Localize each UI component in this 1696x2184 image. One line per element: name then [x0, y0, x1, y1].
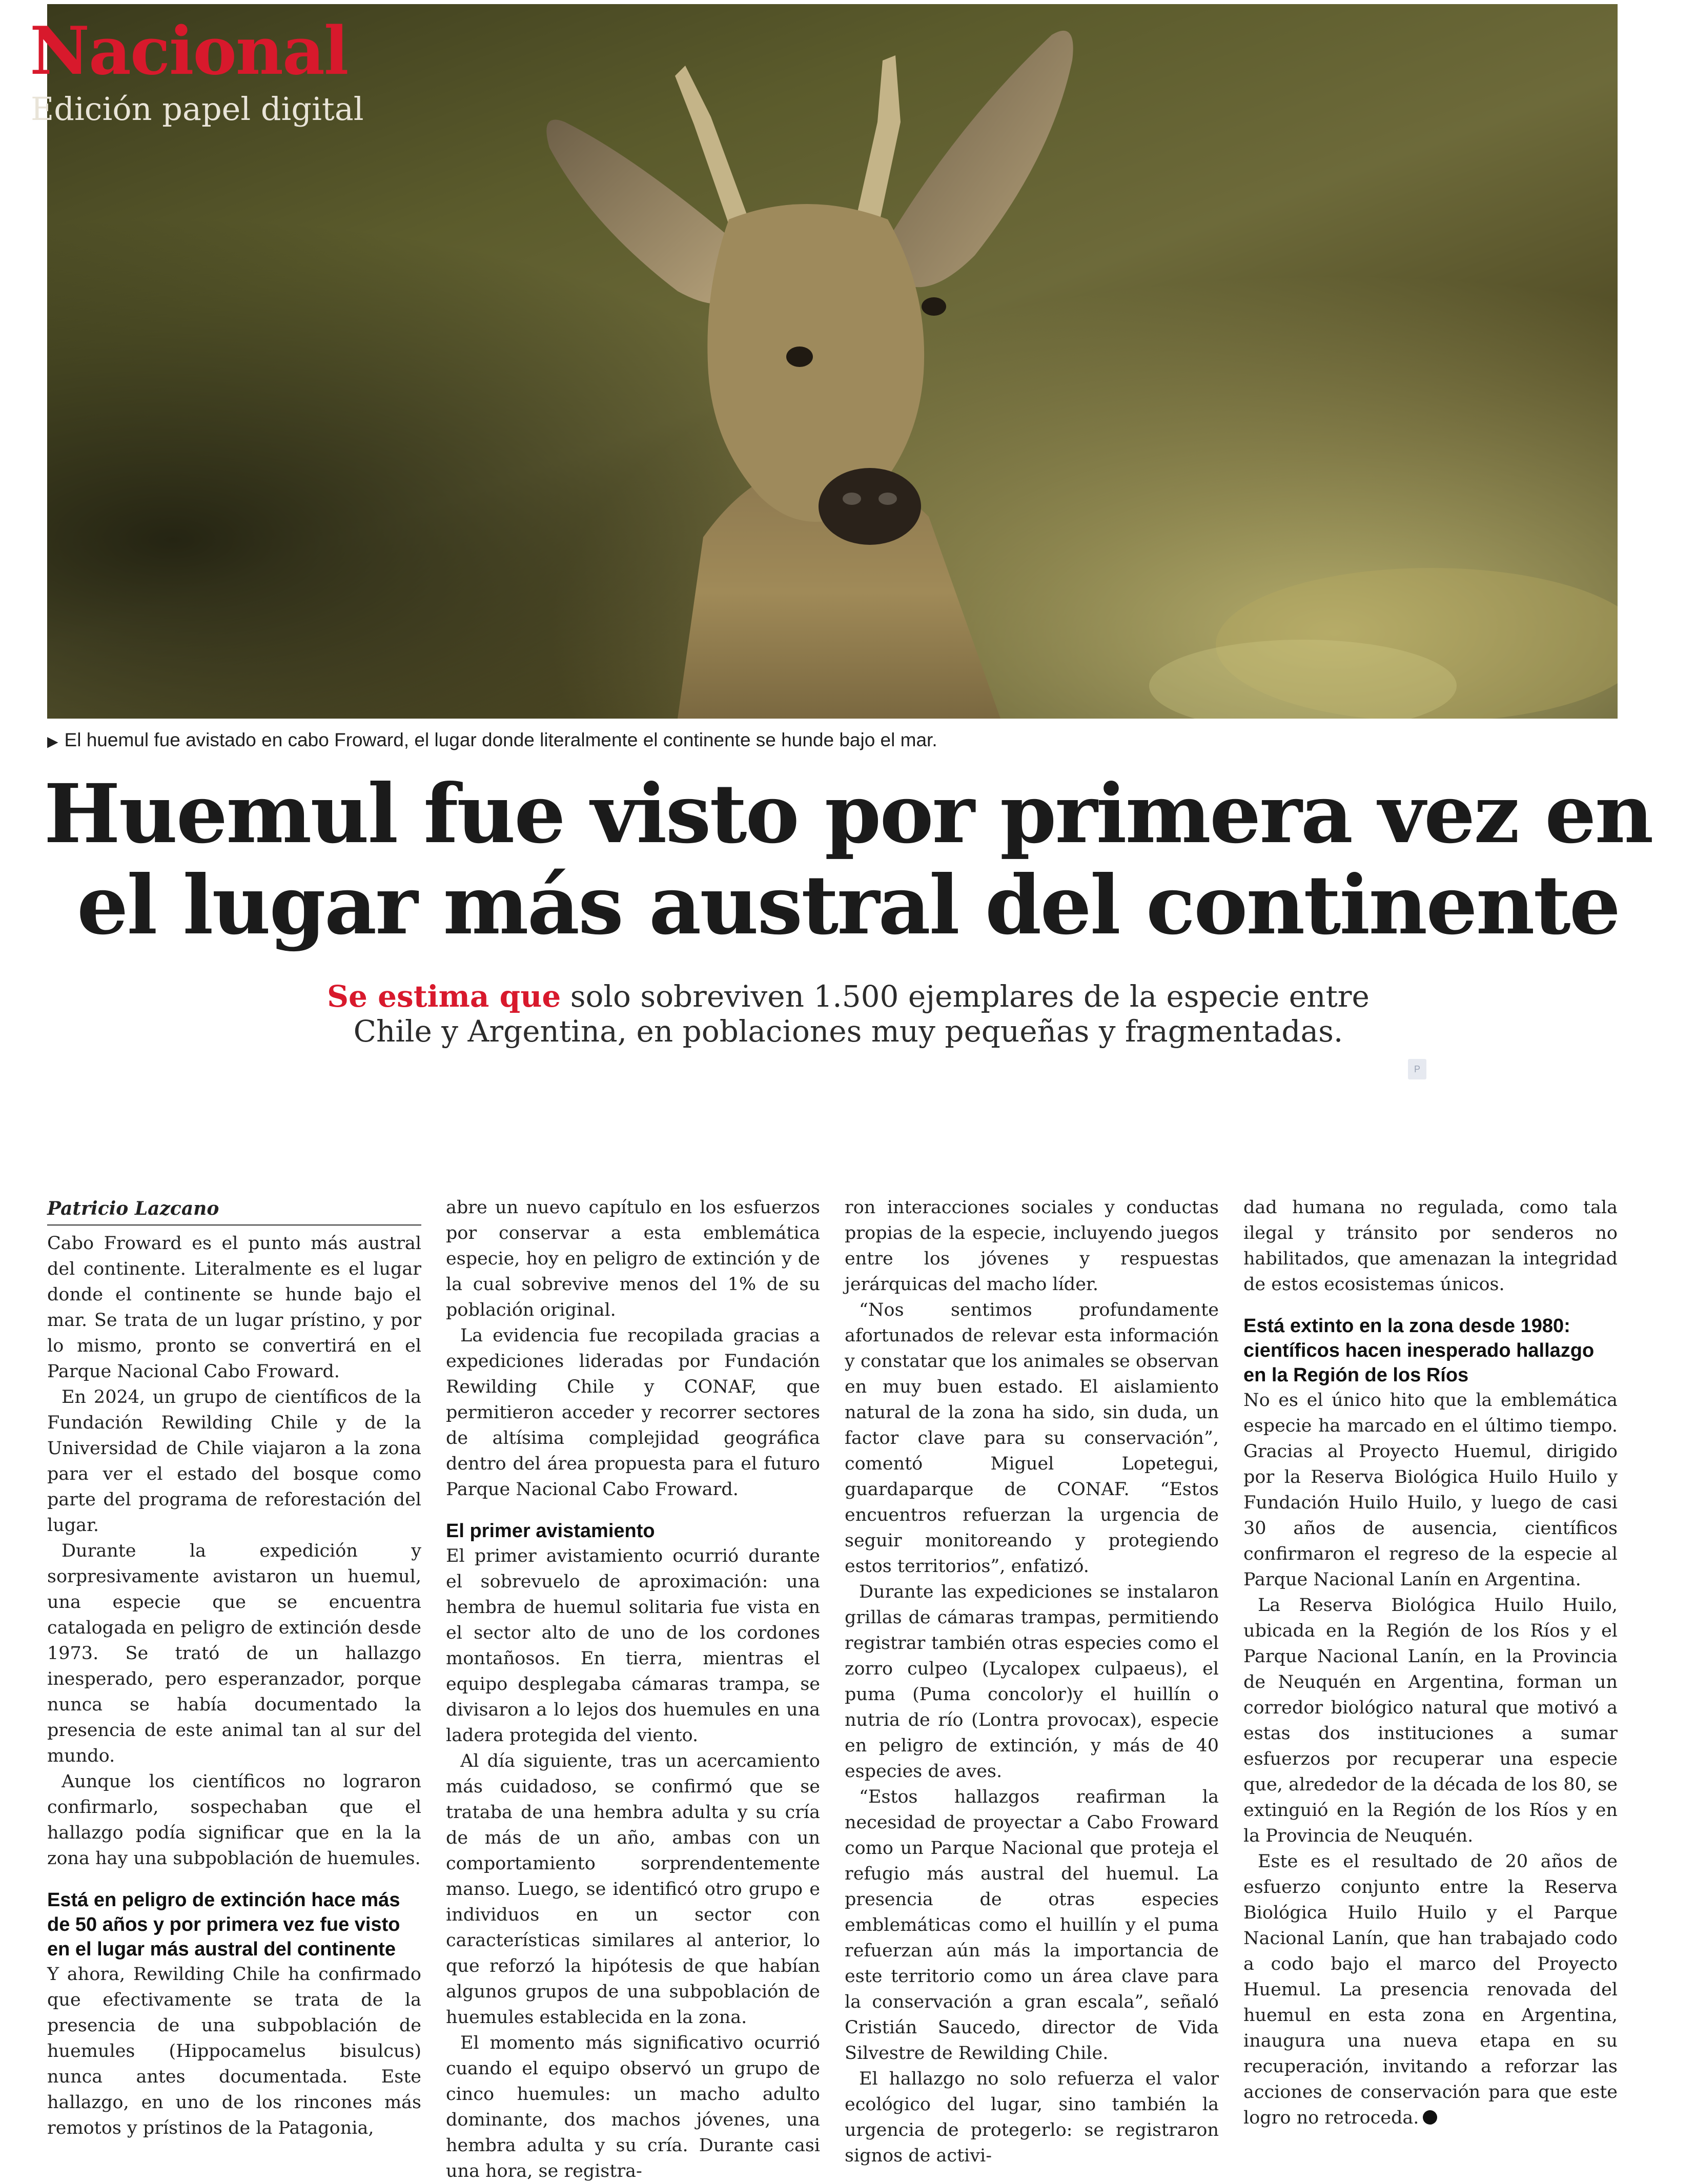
column-1 — [47, 1195, 421, 2141]
lead-line-1: solo sobreviven 1.500 ejemplares de la especie entre — [570, 979, 1370, 1014]
closing-text: Este es el resultado de 20 años de esfuerzo conjunto entre la Reserva Biológica Huilo Huilo y el Parque Nacional Lanín, que han trabajado codo a codo bajo el marco del Proyecto Huemul. La presencia renovada del huemul en esta zona en Argentina, inaugura una nueva etapa en su recuperación, invitando a reforzar las acciones de conservación para que este logro no retroceda. — [1243, 1851, 1618, 2128]
paragraph: Cabo Froward es el punto más austral del continente. Literalmente es el lugar donde el continente se hunde bajo el mar. Se trata de un lugar prístino, y por lo mismo, pronto se convertirá en el Parque Nacional Cabo Froward. — [47, 1233, 421, 1382]
paragraph: ron interacciones sociales y conductas propias de la especie, incluyendo juegos entre los jóvenes y respuestas jerárquicas del macho líder. — [845, 1197, 1219, 1295]
subheading: Está en peligro de extinción hace más de 50 años y por primera vez fue visto en el lugar más austral del continente — [47, 1889, 400, 1960]
byline: Patricio Lazcano — [47, 1195, 421, 1226]
paragraph — [1243, 1849, 1618, 2131]
paragraph: dad humana no regulada, como tala ilegal y tránsito por senderos no habilitados, que amenazan la integridad de estos ecosistemas únicos. — [1243, 1197, 1618, 1295]
paragraph: No es el único hito que la emblemática especie ha marcado en el último tiempo. Gracias al Proyecto Huemul, dirigido por la Reserva Biológica Huilo Huilo y Fundación Huilo Huilo, y luego de casi 30 años de ausencia, científicos confirmaron el regreso de la especie al Parque Nacional Lanín en Argentina. — [1243, 1390, 1618, 1590]
headline-line-1: Huemul fue visto por primera vez en — [44, 767, 1652, 862]
paragraph: Al día siguiente, tras un acercamiento más cuidadoso, se confirmó que se trataba de una hembra adulta y su cría de más de un año, ambas con un comportamiento sorprendentemente manso. Luego, se identificó otro grupo e individuos en un sector con características similares al anterior, lo que reforzó la hipótesis de que habían algunos grupos de una subpoblación de huemules establecida en la zona. — [446, 1751, 820, 2028]
edition-label: Edición papel digital — [31, 90, 364, 128]
column-3 — [845, 1195, 1219, 2169]
paragraph: “Nos sentimos profundamente afortunados de relevar esta información y constatar que los animales se observan en muy buen estado. El aislamiento natural de la zona ha sido, sin duda, un factor clave para su conservación”, comentó Miguel Lopetegui, guardaparque de CONAF. “Estos encuentros refuerzan la urgencia de seguir monitoreando y protegiendo estos territorios”, enfatizó. — [845, 1300, 1219, 1577]
subheading: El primer avistamiento — [446, 1520, 655, 1542]
paragraph: Aunque los científicos no lograron confirmarlo, sospechaban que el hallazgo podía significar que en la la zona hay una subpoblación de huemules. — [47, 1771, 421, 1869]
paragraph: En 2024, un grupo de científicos de la Fundación Rewilding Chile y de la Universidad de Chile viajaron a la zona para ver el estado del bosque como parte del programa de reforestación del lugar. — [47, 1387, 421, 1536]
section-title: Nacional — [30, 13, 348, 90]
paragraph: abre un nuevo capítulo en los esfuerzos por conservar a esta emblemática especie, hoy en peligro de extinción y de la cual sobrevive menos del 1% de su población original. — [446, 1197, 820, 1320]
caption-arrow-icon: ▶ — [47, 733, 58, 749]
page-marker-icon[interactable]: P — [1408, 1059, 1426, 1079]
subheading: Está extinto en la zona desde 1980: científicos hacen inesperado hallazgo en la Región de los Ríos — [1243, 1315, 1595, 1386]
lead-kicker: Se estima que — [327, 979, 561, 1014]
lead — [308, 979, 1389, 1049]
lead-line-2: Chile y Argentina, en poblaciones muy pequeñas y fragmentadas. — [353, 1014, 1343, 1049]
paragraph: La evidencia fue recopilada gracias a expediciones lideradas por Fundación Rewilding Chile y CONAF, que permitieron acceder y recorrer sectores de altísima complejidad geográfica dentro del área propuesta para el futuro Parque Nacional Cabo Froward. — [446, 1325, 820, 1500]
paragraph: “Estos hallazgos reafirman la necesidad de proyectar a Cabo Froward como un Parque Nacional que proteja el refugio más austral del huemul. La presencia de otras especies emblemáticas como el huillín y el puma refuerzan aún más la importancia de este territorio como un área clave para la conservación a gran escala”, señaló Cristián Saucedo, director de Vida Silvestre de Rewilding Chile. — [845, 1787, 1219, 2064]
paragraph: Y ahora, Rewilding Chile ha confirmado que efectivamente se trata de la presencia de una subpoblación de huemules (Hippocamelus bisulcus) nunca antes documentada. Este hallazgo, en uno de los rincones más remotos y prístinos de la Patagonia, — [47, 1964, 421, 2138]
headline-line-2: el lugar más austral del continente — [76, 858, 1620, 953]
photo-caption — [47, 725, 1618, 757]
paragraph: Durante las expediciones se instalaron grillas de cámaras trampas, permitiendo registrar también otras especies como el zorro culpeo (Lycalopex culpaeus), el puma (Puma concolor)y el huillín o nutria de río (Lontra provocax), especie en peligro de extinción, y más de 40 especies de aves. — [845, 1582, 1219, 1782]
headline — [0, 769, 1696, 951]
paragraph: El primer avistamiento ocurrió durante el sobrevuelo de aproximación: una hembra de huemul solitaria fue vista en el sector alto de uno de los cordones montañosos. En tierra, mientras el equipo desplegaba cámaras trampa, se divisaron a lo lejos dos huemules en una ladera protegida del viento. — [446, 1546, 820, 1746]
column-2 — [446, 1195, 820, 2184]
paragraph: El hallazgo no solo refuerza el valor ecológico del lugar, sino también la urgencia de protegerlo: se registraron signos de activi- — [845, 2069, 1219, 2166]
end-mark-icon — [1423, 2110, 1437, 2125]
column-4 — [1243, 1195, 1618, 2131]
paragraph: Durante la expedición y sorpresivamente avistaron un huemul, una especie que se encuentra catalogada en peligro de extinción desde 1973. Se trató de un hallazgo inesperado, pero esperanzador, porque nunca se había documentado la presencia de este animal tan al sur del mundo. — [47, 1541, 421, 1766]
paragraph: La Reserva Biológica Huilo Huilo, ubicada en la Región de los Ríos y el Parque Nacional Lanín, en la Provincia de Neuquén en Argentina, forman un corredor biológico natural que motivó a estas dos instituciones a sumar esfuerzos por recuperar una especie que, alrededor de la década de los 80, se extinguió en la Región de los Ríos y en la Provincia de Neuquén. — [1243, 1595, 1618, 1846]
caption-text: El huemul fue avistado en cabo Froward, el lugar donde literalmente el continente se hunde bajo el mar. — [64, 729, 937, 750]
paragraph: El momento más significativo ocurrió cuando el equipo observó un grupo de cinco huemules: un macho adulto dominante, dos machos jóvenes, una hembra adulta y su cría. Durante casi una hora, se registra- — [446, 2033, 820, 2181]
